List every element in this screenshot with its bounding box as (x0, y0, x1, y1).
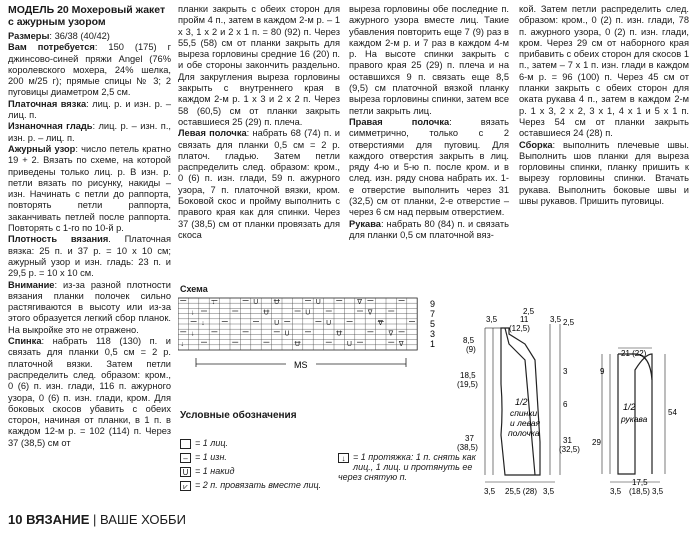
svg-text:U: U (263, 309, 269, 317)
sleeve-bottom-mid2: (18,5) (629, 487, 650, 496)
back-right-h4: 31 (563, 436, 572, 445)
svg-text:U: U (274, 320, 280, 327)
sleeve-right-h: 54 (668, 408, 677, 417)
back-text: : набрать 118 (130) п. и связать для планки 0,5 см = 2 р. платочной вязки. Затем петли распределить след. образом: кром., 0 (6) п. изн. глади, 116 п. ажурного узора, 0 (6) п. изн. глади, кром. Для боковых скосов убавить с обеих сторон, начиная от планки, в 1 п. в каждом 12-м р. = 102 (114) п. Через 37 (38,5) см от (8, 336, 171, 448)
k2tog-symbol-icon: ⩗ (180, 481, 191, 491)
chart-grid (178, 298, 417, 350)
back-left-h1b: (9) (466, 345, 476, 354)
magazine-name: ВЯЗАНИЕ (26, 512, 90, 527)
back-label: Спинка (8, 336, 42, 347)
column-1 (8, 4, 171, 449)
back-top-mid2: (12,5) (509, 324, 530, 333)
svg-text:∇: ∇ (398, 340, 404, 348)
sizes-text: : 36/38 (40/42) (49, 31, 110, 41)
legend-purl: – = 1 изн. (180, 452, 227, 463)
svg-text:U: U (315, 299, 321, 307)
left-front-continued: выреза горловины обе последние п. ажурного узора вместе лиц. Такие убавления повторить еще 7 (9) раз в каждом 2-м р. и 7 раз в каждом 4-м р. На высоте спинки закрыть с правого края 25 (29) п. плеча и на оставшихся 9 п. связать еще 8,5 (9,5) см платочной вязкой планку выреза горловины спинки, затем все петли закрыть лиц. (349, 4, 509, 116)
needed-text: : 150 (175) г джинсово-синей пряжи Angel (76% королевского мохера, 24% шелка, 200 м/25 г); прямые спицы № 3; 2 пуговицы диаметром 2,5 см. (8, 42, 171, 98)
back-label-2: спинки (510, 408, 538, 418)
sleeve-label-2: рукава (621, 414, 648, 424)
svg-text:U: U (294, 340, 300, 348)
assembly-text: : выполнить плечевые швы. Выполнить шов планки для выреза горловины спинки, планку пришить к вырезу горловины спинки. Втачать рукава. Выполнить боковые швы и швы рукавов. Пришить пуговицы. (519, 139, 689, 207)
density-text: . Платочная вязка: 25 п. и 37 р. = 10 x 10 см; ажурный узор и изн. гладь: 23 п. и 29,5 р. = 10 x 10 см. (8, 234, 171, 279)
svg-text:↓: ↓ (211, 299, 216, 307)
knitting-chart (178, 294, 448, 376)
sizes-label: Размеры (8, 31, 50, 41)
back-top-left: 3,5 (486, 315, 498, 324)
slip-symbol-icon: ↓ (338, 453, 349, 463)
sleeve-label-1: 1/2 (623, 402, 636, 412)
back-top-right: 3,5 (550, 315, 562, 324)
right-front-label: Правая полочка (349, 116, 450, 127)
sleeve-left-h2: 29 (592, 438, 601, 447)
sleeve-continued: кой. Затем петли распределить след. образом: кром., 0 (2) п. изн. глади, 78 п. ажурного узора, 0 (2) п. изн. глади, кром. Через 29 см от наборного края прибавить с обеих сторон для скосов 1 п., затем – 7 x 1 п. изн. глади в каждом 6-м р. = 96 (100) п. Через 45 см от планки закрыть с обеих сторон для оката рукава 4 п., затем в каждом 2-м р. 1 x 3, 2 x 2, 3 x 1, 4 x 1 и 5 x 1 п. Через 54 см от планки закрыть оставшиеся 24 (28) п. (519, 4, 689, 139)
back-left-h2: 18,5 (460, 371, 476, 380)
sleeve-pattern (590, 340, 690, 505)
svg-text:U: U (284, 330, 290, 338)
sleeve-top: 21 (22) (621, 349, 647, 358)
footer-separator: | (89, 512, 101, 527)
schema-title: Схема (180, 284, 208, 294)
back-label-1: 1/2 (515, 397, 528, 407)
svg-text:∇: ∇ (367, 309, 373, 317)
row-number-7: 7 (430, 309, 436, 319)
svg-text:U: U (346, 340, 352, 348)
sleeve-text: : набрать 80 (84) п. и связать для планки 0,5 см платочной вяз- (349, 218, 509, 240)
back-label-3: и левая (510, 418, 541, 428)
svg-text:∇: ∇ (388, 330, 394, 338)
legend-slip: ↓ = 1 протяжка: 1 п. снять как лиц., 1 лиц. и протянуть ее через снятую п. (338, 452, 476, 482)
back-front-pattern (455, 300, 583, 505)
svg-text:↓: ↓ (180, 340, 184, 348)
row-number-3: 3 (430, 329, 436, 339)
row-number-1: 1 (430, 339, 436, 349)
left-front-text: : набрать 68 (74) п. и связать для планки 0,5 см = 2 р. платоч. гладью. Затем петли распределить след. образом: кром., 0 (6) п. изн. глади, 59 п. ажурного узора, 7 п. платочной вязки, кром. Боковой скос и пройму выполнить с правого края как для спинки. Через 37 (38,5) см от планки провязать для скоса (178, 128, 340, 240)
back-right-h2: 3 (563, 367, 568, 376)
lace-text: : число петель кратно 19 + 2. Вязать по схеме, на которой приведены только лиц. р. В изн. р. петли вязать по рисунку, накиды – изн. Начинать с петли до раппорта, повторять петли раппорта, заканчивать петлей после раппорта. Повторять с 1-го по 10-й р. (8, 143, 171, 234)
column-3 (349, 4, 509, 241)
sleeve-bottom-right: 3,5 (652, 487, 664, 496)
back-bottom-left: 3,5 (484, 487, 496, 496)
back-label-4: полочка (508, 428, 540, 438)
sleeve-label: Рукава (349, 218, 381, 229)
legend-yarnover: U = 1 накид (180, 466, 234, 477)
back-left-h1: 8,5 (463, 336, 475, 345)
svg-text:↓: ↓ (190, 309, 195, 317)
svg-text:U: U (274, 299, 280, 307)
legend-k2tog: ⩗ = 2 п. провязать вместе лиц. (180, 480, 321, 491)
svg-text:U: U (336, 330, 342, 338)
plain-text: : лиц. р. и изн. р. – лиц. п. (8, 98, 171, 121)
back-top-mid1: 11 (520, 315, 529, 324)
back-left-h3: 37 (465, 434, 474, 443)
legend-knit: = 1 лиц. (180, 438, 228, 449)
back-right-h5: (32,5) (559, 445, 580, 454)
back-right-h1: 2,5 (563, 318, 575, 327)
knit-symbol-icon (180, 439, 191, 449)
right-front-text: : вязать симметрично, только с 2 отверстиями для пуговиц. Для каждого отверстия закрыть в лиц. ряду 4-ю и 5-ю п. после кром. и в след. изн. ряду снова набрать их. 1-е отверстие выполнить через 31 (32,5) см от планки, 2-е отверстие – через 6 см над первым отверстием. (349, 116, 509, 218)
page-number: 10 (8, 512, 23, 527)
left-front-label: Левая полочка (178, 128, 247, 139)
page-footer (8, 512, 186, 527)
back-left-h3b: (38,5) (457, 443, 478, 452)
svg-text:U: U (305, 309, 311, 317)
sleeve-bottom-mid: 17,5 (632, 478, 648, 487)
density-label: Плотность вязания (8, 234, 109, 245)
back-bottom-right: 3,5 (543, 487, 555, 496)
article-title: МОДЕЛЬ 20 Мохеровый жакет с ажурным узором (8, 4, 166, 28)
svg-text:U: U (326, 320, 332, 327)
ms-label: MS (294, 360, 308, 370)
svg-text:↓: ↓ (190, 330, 195, 338)
row-number-9: 9 (430, 299, 436, 309)
svg-text:∇: ∇ (378, 320, 383, 327)
lace-label: Ажурный узор (8, 143, 76, 154)
svg-text:∇: ∇ (357, 299, 362, 307)
footer-tagline: ВАШЕ ХОББИ (100, 512, 186, 527)
purl-symbol-icon: – (180, 453, 191, 463)
back-left-h2b: (19,5) (457, 380, 478, 389)
assembly-label: Сборка (519, 139, 553, 150)
back-right-h3: 6 (563, 400, 568, 409)
back-continued: планки закрыть с обеих сторон для пройм 4 п., затем в каждом 2-м р. – 1 x 3, 1 x 2 и 2 x 1 п. = 80 (92) п. Через 55,5 (58) см от планки закрыть для выреза горловины средние 16 (20) п. и обе стороны закончить раздельно. Для закругления выреза горловины закрыть с внутреннего края в каждом 2-м р. 1 x 3 и 2 x 2 п. Через 58 (60,5) см от планки закрыть оставшиеся 25 (29) п. плеча. (178, 4, 340, 127)
attention-text: : из-за разной плотности вязания планки полочек сильно растягиваются в высоту или из-за этого образуется легкий сбор планок. На выкройке это не отражено. (8, 279, 171, 335)
column-2 (178, 4, 340, 241)
svg-text:U: U (253, 299, 259, 307)
sleeve-bottom-left: 3,5 (610, 487, 622, 496)
needed-label: Вам потребуется (8, 42, 95, 53)
svg-text:↓: ↓ (201, 320, 205, 327)
legend-title: Условные обозначения (180, 410, 297, 421)
sleeve-left-h1: 9 (600, 367, 605, 376)
plain-label: Платочная вязка (8, 98, 87, 109)
column-4 (519, 4, 689, 207)
yarnover-symbol-icon: U (180, 467, 191, 477)
attention-label: Внимание (8, 279, 55, 290)
back-neck-small: 2,5 (523, 307, 535, 316)
reverse-label: Изнаночная гладь (8, 121, 93, 132)
row-number-5: 5 (430, 319, 436, 329)
back-bottom-mid: 25,5 (28) (505, 487, 538, 496)
reverse-text: : лиц. р. – изн. п., изн. р. – лиц. п. (8, 121, 171, 143)
